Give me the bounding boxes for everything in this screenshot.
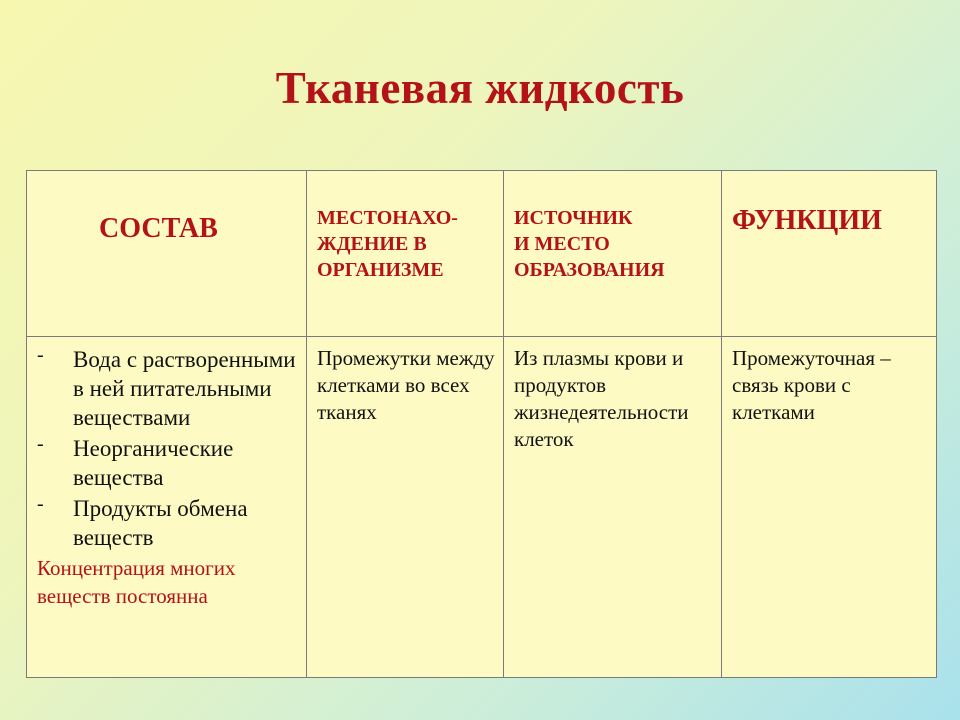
header-composition <box>27 171 307 337</box>
table-body-row <box>27 337 937 678</box>
list-item-text: Неорганические вещества <box>73 436 234 490</box>
header-functions <box>722 171 937 337</box>
slide-title: Тканевая жидкость <box>275 63 685 113</box>
list-item-text: Вода с растворенными в ней питательными веществами <box>73 347 296 430</box>
list-item-text: Продукты обмена веществ <box>73 496 248 550</box>
cell-functions <box>722 337 937 678</box>
functions-text: Промежуточная – связь крови с клетками <box>732 346 891 424</box>
composition-note: Концентрация многих веществ постоянна <box>37 556 236 608</box>
header-source-line: ИСТОЧНИК <box>514 207 633 229</box>
table-header-row <box>27 171 937 337</box>
header-location-line: ЖДЕНИЕ В <box>317 233 427 255</box>
cell-composition <box>27 337 307 678</box>
cell-location <box>307 337 504 678</box>
tissue-fluid-table <box>26 170 937 678</box>
cell-source <box>504 337 722 678</box>
dash-marker: - <box>37 493 44 515</box>
dash-marker: - <box>37 433 44 455</box>
header-functions-label: ФУНКЦИИ <box>732 205 882 236</box>
list-item <box>37 434 300 492</box>
composition-list <box>37 345 300 552</box>
location-text: Промежутки между клетками во всех тканях <box>317 346 495 424</box>
list-item <box>37 345 300 432</box>
header-source-line: ОБРАЗОВАНИЯ <box>514 259 665 281</box>
header-composition-label: СОСТАВ <box>99 213 218 244</box>
dash-marker: - <box>37 344 44 366</box>
header-location-line: ОРГАНИЗМЕ <box>317 259 444 281</box>
header-location-line: МЕСТОНАХО- <box>317 207 458 229</box>
list-item <box>37 494 300 552</box>
header-source <box>504 171 722 337</box>
header-location <box>307 171 504 337</box>
header-source-line: И МЕСТО <box>514 233 610 255</box>
source-text: Из плазмы крови и продуктов жизнедеятельности клеток <box>514 346 689 451</box>
